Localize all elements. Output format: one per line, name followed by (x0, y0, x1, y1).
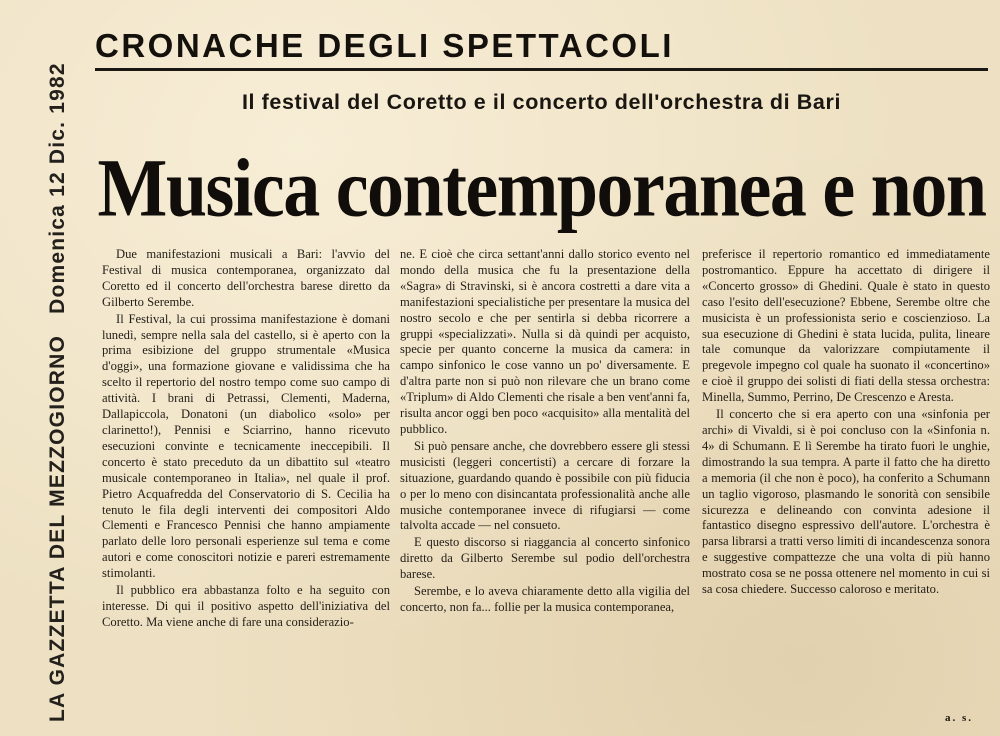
section-header (95, 26, 988, 71)
paragraph: Il Festival, la cui prossima manifestazione è domani lunedì, sempre nella sala del castello, si è aperto con la prima esibizione del gruppo strumentale «Musica d'oggi», una formazione giovane e validissima che ha scelto il repertorio del nostro tempo come suo campo di attività. I brani di Petrassi, Clementi, Maderna, Dallapiccola, Donatoni (un diabolico «solo» per clarinetto!), Pennisi e Sciarrino, hanno ricevuto esecuzioni convinte e tecnicamente ineccepibili. Il concerto è stato preceduto da un dibattito sul «teatro musicale contemporaneo in Italia», nel quale il prof. Pietro Acquafredda del Conservatorio di S. Cecilia ha tenuto le fila degli interventi dei compositori Aldo Clementi e Francesco Pennisi che hanno ampiamente parlato delle loro personali esperienze sul tema e come autori e come conoscitori notizie e pareri estremamente stimolanti. (102, 311, 390, 581)
publication-date: Domenica 12 Dic. 1982 (46, 62, 69, 314)
paragraph: Il pubblico era abbastanza folto e ha seguito con interesse. Di qui il positivo aspetto dell'iniziativa del Coretto. Ma viene anche di fare una considerazio- (102, 583, 390, 629)
author-signature: a. s. (945, 712, 974, 724)
section-title: CRONACHE DEGLI SPETTACOLI (95, 27, 674, 64)
paragraph: Si può pensare anche, che dovrebbero essere gli stessi musicisti (leggeri concertisti) a cercare di forzare la situazione, guardando quando è possibile con più fiducia o per lo meno con disincantata professionalità anche alle musiche contemporanee invece di rifugiarsi — come talvolta accade — nel consueto. (400, 438, 690, 533)
paragraph: ne. E cioè che circa settant'anni dallo storico evento nel mondo della musica che fu la presentazione della «Sagra» di Stravinski, si è ancora costretti a dare vita a manifestazioni specialistiche per presentare la musica del nostro secolo e che per sentirla si debba ricorrere a gruppi «specializzati». Nulla si dà quindi per acquisto, specie per quanto concerne la musica da camera: in campo sinfonico le cose vanno un po' diversamente. E d'altra parte non si può non rilevare che un brano come «Triplum» di Aldo Clementi che risale a ben vent'anni fa, risulta ancor oggi ben poco «acquisito» alla mentalità del pubblico. (400, 247, 690, 436)
paragraph: Serembe, e lo aveva chiaramente detto alla vigilia del concerto, non fa... follie per la musica contemporanea, (400, 584, 690, 614)
article-column-1 (102, 247, 390, 631)
article-column-2 (400, 247, 690, 616)
paragraph: E questo discorso si riaggancia al concerto sinfonico diretto da Gilberto Serembe sul podio dell'orchestra barese. (400, 535, 690, 582)
masthead-strip (0, 0, 69, 736)
paragraph: Il concerto che si era aperto con una «sinfonia per archi» di Vivaldi, si è poi concluso con la «Sinfonia n. 4» di Schumann. E lì Serembe ha tirato fuori le unghie, dimostrando la sua tempra. A parte il fatto che ha diretto a memoria (il che non è poco), ha conferito a Schumann un taglio vigoroso, plasmando le sonorità con sensibile sicurezza e delineando con convinta adesione il fantastico disegno espressivo dell'autore. L'orchestra è parsa librarsi a tratti verso limiti di incandescenza sonora e suggestive compattezze che una volta di più hanno mostrato cosa se ne possa ottenere nel momento in cui si sa cosa chiedere. Successo caloroso e meritato. (702, 407, 990, 597)
article-subhead: Il festival del Coretto e il concerto dell'orchestra di Bari (241, 90, 842, 114)
section-rule (95, 68, 988, 71)
masthead-vertical (46, 32, 70, 722)
paragraph: Due manifestazioni musicali a Bari: l'avvio del Festival di musica contemporanea, organizzato dal Coretto ed il concerto dell'orchestra barese diretto da Gilberto Serembe. (102, 247, 390, 309)
article-headline: Musica contemporanea e non (97, 142, 986, 235)
article-column-3 (702, 247, 990, 598)
paragraph: preferisce il repertorio romantico ed immediatamente postromantico. Eppure ha accettato di dirigere il «Concerto grosso» di Ghedini. Quale è stato in questo caso l'esito dell'esecuzione? Ebbene, Serembe oltre che musicista è un professionista serio e coscienzioso. La sua esecuzione di Ghedini è stata lucida, pulita, lineare tale comunque da valorizzare compiutamente il pregevole impegno col quale ha suonato il «concertino» e cioè il gruppo dei solisti di fiati della stessa orchestra: Minella, Summo, Perrino, De Crescenzo e Aresta. (702, 247, 990, 405)
newspaper-name: LA GAZZETTA DEL MEZZOGIORNO (46, 334, 69, 722)
